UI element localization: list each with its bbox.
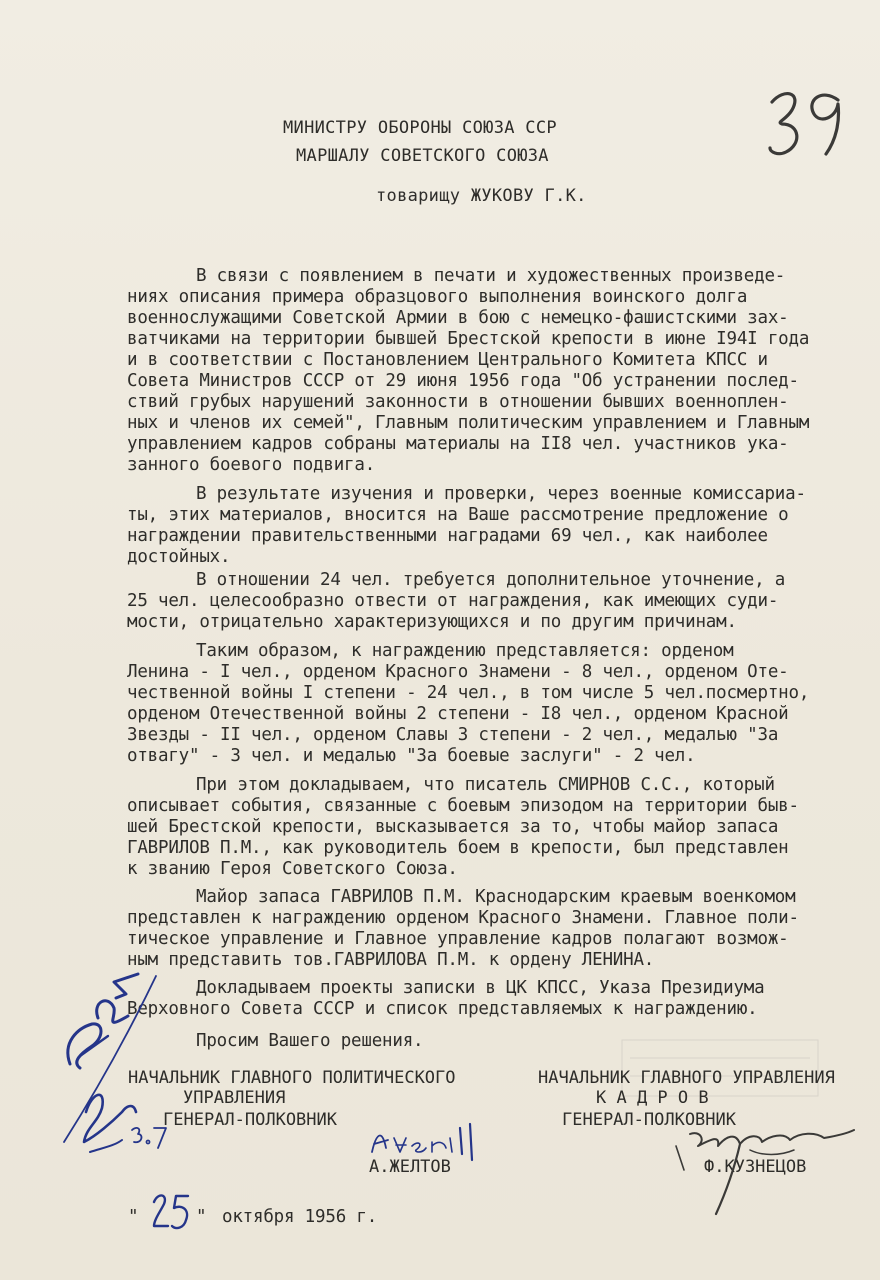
text-line: управлением кадров собраны материалы на II8 чел. участников ука- — [127, 434, 789, 454]
text-line: Верховного Совета СССР и список представляемых к награждению. — [127, 999, 758, 1019]
text-line: ГАВРИЛОВ П.М., как руководитель боем в крепости, был представлен — [127, 838, 789, 858]
text-line: чественной войны I степени - 24 чел., в том числе 5 чел.посмертно, — [127, 683, 810, 703]
sig-left-title-1: НАЧАЛЬНИК ГЛАВНОГО ПОЛИТИЧЕСКОГО — [128, 1068, 456, 1088]
text-line: При этом докладываем, что писатель СМИРНОВ С.С., который — [196, 775, 775, 795]
text-line: ниях описания примера образцового выполнения воинского долга — [127, 287, 748, 307]
text-line: достойных. — [127, 547, 231, 567]
sig-right-title-1: НАЧАЛЬНИК ГЛАВНОГО УПРАВЛЕНИЯ — [538, 1068, 835, 1088]
text-line: представлен к награждению орденом Красного Знамени. Главное поли- — [127, 908, 799, 928]
text-line: ных и членов их семей", Главным политическим управлением и Главным — [127, 413, 810, 433]
page-number-handwritten — [762, 82, 852, 162]
addressee-line-3: товарищу ЖУКОВУ Г.К. — [376, 186, 587, 206]
text-line: занного боевого подвига. — [127, 455, 376, 475]
text-line: В результате изучения и проверки, через военные комиссариа- — [196, 484, 806, 504]
sig-left-rank: ГЕНЕРАЛ-ПОЛКОВНИК — [163, 1110, 337, 1130]
addressee-line-1: МИНИСТРУ ОБОРОНЫ СОЮЗА ССР — [283, 118, 557, 138]
text-line: шей Брестской крепости, высказывается за то, чтобы майор запаса — [127, 817, 779, 837]
text-line: военнослужащими Советской Армии в бою с немецко-фашистскими зах- — [127, 308, 789, 328]
text-line: Таким образом, к награждению представляется: орденом — [196, 641, 734, 661]
sig-right-title-2: К А Д Р О В — [596, 1088, 709, 1108]
text-line: В отношении 24 чел. требуется дополнительное уточнение, а — [196, 570, 786, 590]
text-line: к званию Героя Советского Союза. — [127, 859, 458, 879]
text-line: Докладываем проекты записки в ЦК КПСС, Указа Президиума — [196, 978, 765, 998]
text-line: описывает события, связанные с боевым эпизодом на территории быв- — [127, 796, 799, 816]
text-line: ты, этих материалов, вносится на Ваше рассмотрение предложение о — [127, 505, 789, 525]
zheltov-signature — [360, 1098, 500, 1188]
margin-small-annotation — [76, 1082, 176, 1172]
text-line: 25 чел. целесообразно отвести от награждения, как имеющих суди- — [127, 591, 779, 611]
text-line: Совета Министров СССР от 29 июня 1956 года "Об устранении послед- — [127, 371, 799, 391]
text-line: ватчиками на территории бывшей Брестской крепости в июне I94I года — [127, 329, 810, 349]
date-close-quote: " — [196, 1207, 207, 1227]
addressee-line-2: МАРШАЛУ СОВЕТСКОГО СОЮЗА — [296, 146, 549, 166]
text-line: и в соответствии с Постановлением Центрального Комитета КПСС и — [127, 350, 768, 370]
text-line: Ленина - I чел., орденом Красного Знамени - 8 чел., орденом Оте- — [127, 662, 789, 682]
closing-request: Просим Вашего решения. — [196, 1031, 424, 1051]
date-open-quote: " — [128, 1207, 139, 1227]
sig-left-name: А.ЖЕЛТОВ — [369, 1157, 451, 1177]
text-line: Майор запаса ГАВРИЛОВ П.М. Краснодарским краевым военкомом — [196, 887, 796, 907]
text-line: ным представить тов.ГАВРИЛОВА П.М. к ордену ЛЕНИНА. — [127, 950, 655, 970]
text-line: орденом Отечественной войны 2 степени - I8 чел., орденом Красной — [127, 704, 789, 724]
text-line: В связи с появлением в печати и художественных произведе- — [196, 266, 786, 286]
sig-right-name: Ф.КУЗНЕЦОВ — [704, 1157, 807, 1177]
text-line: тическое управление и Главное управление кадров полагают возмож- — [127, 929, 789, 949]
text-line: награждении правительственными наградами 69 чел., как наиболее — [127, 526, 768, 546]
handwritten-day-25 — [150, 1190, 196, 1234]
text-line: ствий грубых нарушений законности в отношении бывших военноплен- — [127, 392, 789, 412]
kuznetsov-signature — [640, 1110, 870, 1230]
text-line: мости, отрицательно характеризующихся и по другим причинам. — [127, 612, 737, 632]
date-text: октября 1956 г. — [222, 1207, 378, 1227]
sig-left-title-2: УПРАВЛЕНИЯ — [183, 1088, 286, 1108]
text-line: Звезды - II чел., орденом Славы 3 степени - 2 чел., медалью "За — [127, 725, 779, 745]
text-line: отвагу" - 3 чел. и медалью "За боевые заслуги" - 2 чел. — [127, 746, 696, 766]
sig-right-rank: ГЕНЕРАЛ-ПОЛКОВНИК — [562, 1110, 736, 1130]
